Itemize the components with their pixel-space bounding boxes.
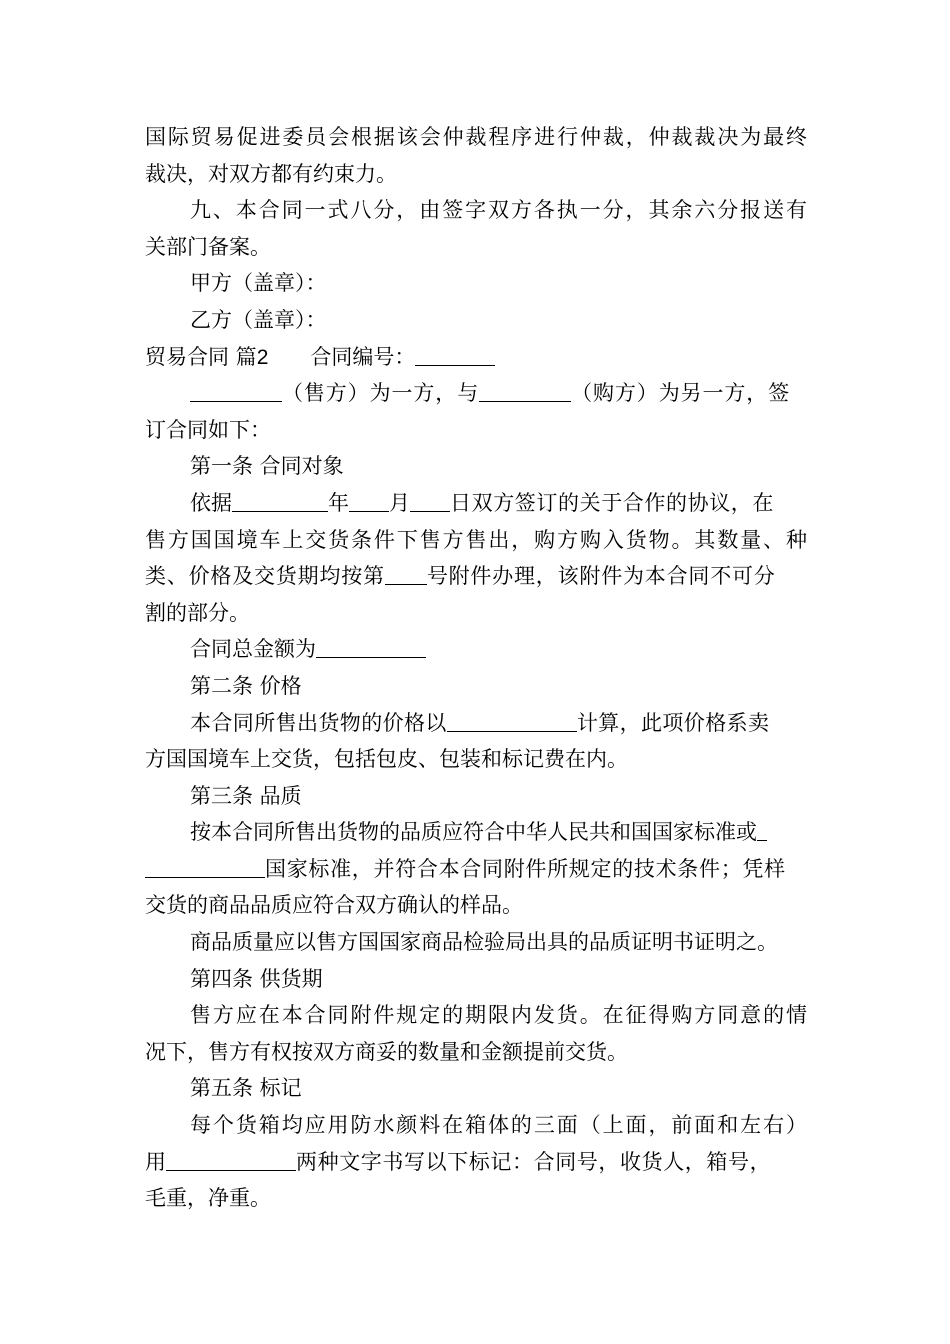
paragraph-line: 售方国国境车上交货条件下售方售出，购方购入货物。其数量、种 xyxy=(145,527,807,552)
paragraph-line: 关部门备案。 xyxy=(145,234,271,259)
paragraph-line: 方国国境车上交货，包括包皮、包装和标记费在内。 xyxy=(145,747,628,772)
paragraph-line: 割的部分。 xyxy=(145,600,250,625)
section-heading xyxy=(145,339,807,376)
marking-line xyxy=(145,1144,807,1181)
annex-number-blank[interactable] xyxy=(385,564,427,585)
total-amount-blank[interactable] xyxy=(316,637,426,658)
paragraph-line: 订合同如下： xyxy=(145,417,271,442)
article-two-heading: 第二条 价格 xyxy=(190,673,302,698)
parties-text: （购方）为另一方，签 xyxy=(571,381,791,406)
clause-nine-line: 九、本合同一式八分，由签字双方各执一分，其余六分报送有 xyxy=(190,198,807,223)
text: 计算，此项价格系卖 xyxy=(576,710,770,735)
party-b-seal-label: 乙方（盖章）： xyxy=(190,307,327,332)
party-a-seal-label: 甲方（盖章）： xyxy=(190,271,327,296)
paragraph-line: 交货的商品品质应符合双方确认的样品。 xyxy=(145,893,523,918)
paragraph-line: 售方应在本合同附件规定的期限内发货。在征得购方同意的情 xyxy=(190,1003,807,1028)
parties-line xyxy=(145,375,807,412)
paragraph-line: 裁决，对双方都有约束力。 xyxy=(145,161,397,186)
standard-blank-start[interactable] xyxy=(757,820,767,841)
text: 用 xyxy=(145,1149,166,1174)
buyer-blank[interactable] xyxy=(479,381,571,402)
text: 依据 xyxy=(190,490,232,515)
text: 按本合同所售出货物的品质应符合中华人民共和国国家标准或 xyxy=(190,820,757,845)
year-blank[interactable] xyxy=(232,491,328,512)
article-one-heading: 第一条 合同对象 xyxy=(190,454,344,479)
text: 两种文字书写以下标记：合同号，收货人，箱号， xyxy=(296,1149,772,1174)
article-four-heading: 第四条 供货期 xyxy=(190,966,323,991)
language-blank[interactable] xyxy=(166,1150,296,1171)
text: 本合同所售出货物的价格以 xyxy=(190,710,447,735)
paragraph-line: 况下，售方有权按双方商妥的数量和金额提前交货。 xyxy=(145,1039,628,1064)
section-title: 贸易合同 篇 xyxy=(145,344,257,369)
contract-number-label: 合同编号： xyxy=(310,344,416,369)
section-number: 2 xyxy=(256,345,269,369)
total-amount-line xyxy=(145,631,807,668)
total-amount-label: 合同总金额为 xyxy=(190,637,316,662)
paragraph-line: 商品质量应以售方国国家商品检验局出具的品质证明书证明之。 xyxy=(190,930,778,955)
article-three-heading: 第三条 品质 xyxy=(190,783,302,808)
paragraph-line: 国际贸易促进委员会根据该会仲裁程序进行仲裁，仲裁裁决为最终 xyxy=(145,125,807,149)
annex-line xyxy=(145,558,807,595)
month-blank[interactable] xyxy=(349,491,389,512)
price-basis-blank[interactable] xyxy=(447,711,577,732)
text: 类、价格及交货期均按第 xyxy=(145,564,385,589)
seller-blank[interactable] xyxy=(190,381,282,402)
parties-text: （售方）为一方，与 xyxy=(282,381,480,406)
paragraph-line: 每个货箱均应用防水颜料在箱体的三面（上面，前面和左右） xyxy=(190,1113,807,1138)
article-five-heading: 第五条 标记 xyxy=(190,1076,302,1101)
standard-blank[interactable] xyxy=(145,857,265,878)
quality-line xyxy=(145,814,807,851)
text: 号附件办理，该附件为本合同不可分 xyxy=(426,564,776,589)
paragraph-line: 毛重，净重。 xyxy=(145,1186,271,1211)
text: 日双方签订的关于合作的协议，在 xyxy=(450,490,774,515)
day-blank[interactable] xyxy=(410,491,450,512)
quality-line-2 xyxy=(145,851,807,888)
price-line xyxy=(145,705,807,742)
text: 国家标准，并符合本合同附件所规定的技术条件；凭样 xyxy=(265,856,786,881)
text: 月 xyxy=(389,490,410,515)
agreement-date-line xyxy=(145,485,807,522)
contract-number-blank[interactable] xyxy=(415,345,495,366)
text: 年 xyxy=(328,490,349,515)
